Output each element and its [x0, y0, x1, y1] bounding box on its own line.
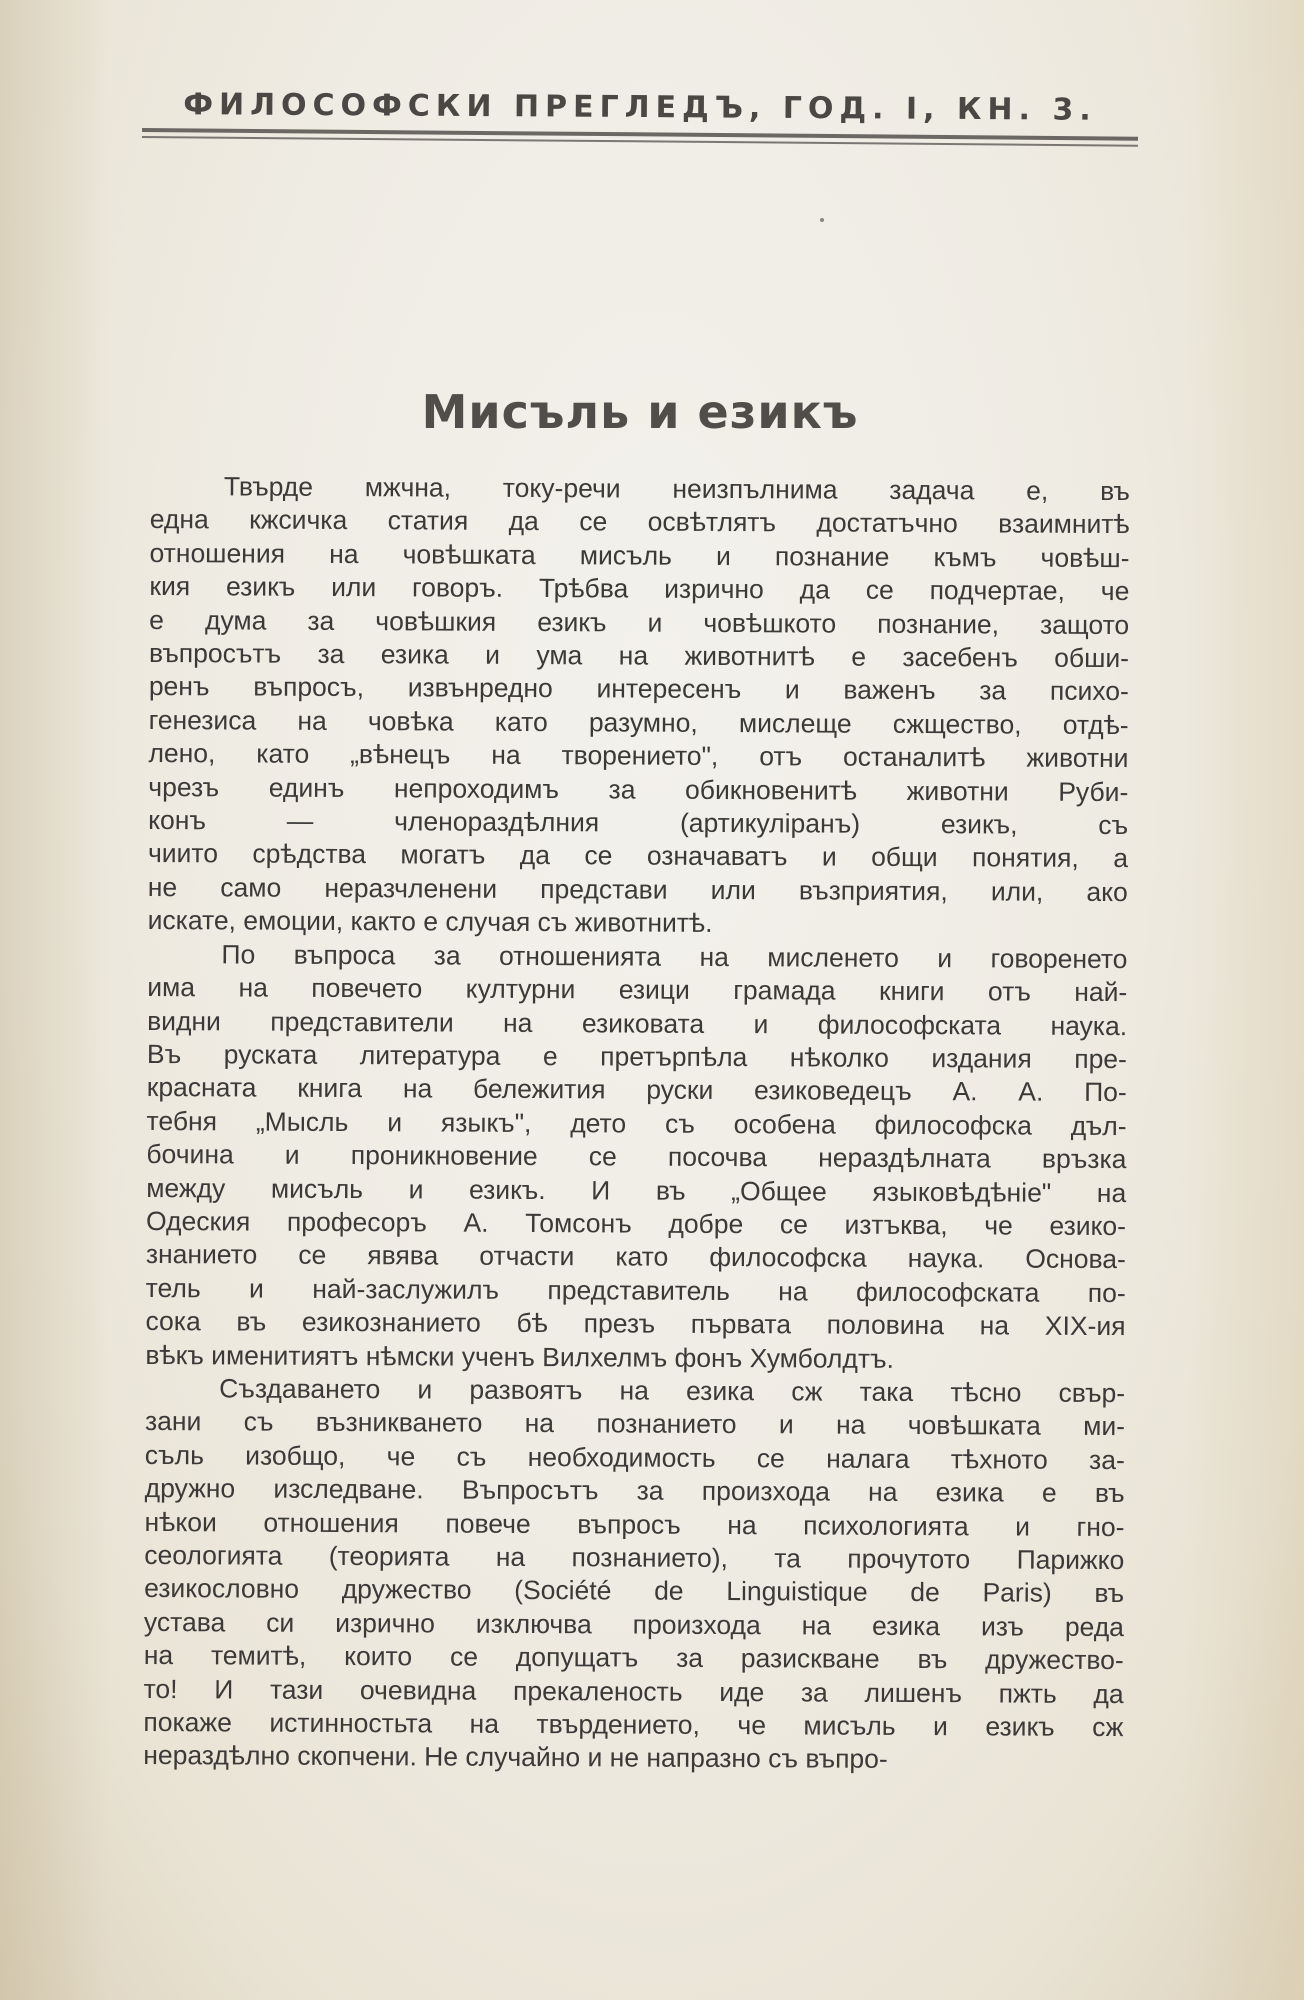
text-line: въпросътъ за езика и ума на животнитѣ е засебенъ обши-	[148, 638, 1130, 674]
text-line: кия езикъ или говоръ. Трѣбва изрично да се подчертае, че	[149, 571, 1130, 607]
text-line: лено, като „вѣнецъ на творението", отъ останалитѣ животни	[148, 738, 1129, 774]
text-line: на темитѣ, които се допущатъ за разискване въ дружество-	[143, 1640, 1124, 1676]
print-speck	[820, 218, 824, 222]
text-line: между мисъль и езикъ. И въ „Общее языковѣдѣніе" на	[146, 1172, 1127, 1208]
text-line: чрезъ единъ непроходимъ за обикновенитѣ животни Руби-	[148, 771, 1129, 807]
text-line: Създаването и развоятъ на езика сж така тѣсно свър-	[219, 1373, 1126, 1409]
text-line: нераздѣлно скопчени. Не случайно и не напразно съ въпро-	[143, 1740, 888, 1775]
text-line: езикословно дружество (Société de Linguistique de Paris) въ	[144, 1573, 1125, 1609]
text-line: генезиса на човѣка като разумно, мислеще сжщество, отдѣ-	[148, 704, 1129, 740]
paragraph	[143, 1372, 1125, 1778]
text-line: една кжсичка статия да се освѣтлятъ достатъчно взаимнитѣ	[149, 504, 1130, 540]
paragraph	[145, 938, 1127, 1377]
text-line: бочина и проникновение се посочва нераздѣлната връзка	[146, 1139, 1127, 1175]
text-line: не само неразчленени представи или възприятия, или, ако	[147, 871, 1128, 908]
text-line: красната книга на бележития руски езиковедецъ А. А. По-	[146, 1072, 1127, 1108]
text-line: По въпроса за отношенията на мисленето и говоренето	[221, 939, 1128, 974]
text-line: ренъ въпросъ, извънредно интересенъ и важенъ за психо-	[148, 671, 1129, 707]
text-line: съль изобщо, че съ необходимость се налага тѣхното за-	[144, 1439, 1125, 1475]
text-line: покаже истинностьта на твърдението, че мисъль и езикъ сж	[143, 1707, 1124, 1743]
text-line: видни представители на езиковата и философската наука.	[147, 1005, 1128, 1041]
text-line: искате, емоции, както е случая съ животнитѣ.	[147, 905, 713, 939]
text-line: има на повечето културни езици грамада книги отъ най-	[147, 972, 1128, 1008]
text-line: Одеския професоръ А. Томсонъ добре се изтъква, че езико-	[145, 1205, 1127, 1242]
text-line: конъ — членораздѣлния (артикуліранъ) езикъ, съ	[148, 805, 1129, 841]
text-line: сока въ езикознанието бѣ презъ първата половина на XIX-ия	[145, 1306, 1126, 1342]
text-line: тебня „Мысль и языкъ", дето съ особена философска дъл-	[146, 1105, 1127, 1141]
text-line: зани съ възникването на познанието и на човѣшката ми-	[144, 1406, 1126, 1442]
text-line: Твърде мжчна, току-речи неизпълнима задача е, въ	[223, 471, 1130, 507]
text-line: то! И тази очевидна прекаленость иде за лишенъ пжть да	[143, 1673, 1124, 1709]
text-line: отношения на човѣшката мисъль и познание къмъ човѣш-	[149, 537, 1130, 573]
text-line: чиито срѣдства могатъ да се означаватъ и общи понятия, а	[147, 838, 1129, 874]
text-line: е дума за човѣшкия езикъ и човѣшкото познание, защото	[149, 604, 1130, 640]
article-body	[143, 470, 1130, 1778]
text-line: нѣкои отношения повече въпросъ на психологията и гно-	[144, 1506, 1125, 1542]
text-line: Въ руската литература е претърпѣла нѣколко издания пре-	[146, 1038, 1128, 1075]
paragraph	[148, 470, 1130, 943]
article-title: Мисъль и езикъ	[421, 385, 859, 439]
text-line: устава си изрично изключва произхода на езика изъ реда	[143, 1606, 1125, 1642]
text-line: тель и най-заслужилъ представитель на философската по-	[145, 1272, 1126, 1308]
running-head: ФИЛОСОФСКИ ПРЕГЛЕДЪ, ГОД. I, КН. 3.	[183, 87, 1097, 128]
text-line: сеологията (теорията на познанието), та прочутото Парижко	[144, 1539, 1125, 1576]
text-line: дружно изследване. Въпросътъ за произхода на езика е въ	[144, 1473, 1125, 1509]
text-line: знанието се явява отчасти като философска наука. Основа-	[145, 1239, 1126, 1275]
text-line: вѣкъ именитиятъ нѣмски ученъ Вилхелмъ фонъ Хумболдтъ.	[145, 1339, 895, 1374]
header-double-rule	[142, 128, 1138, 149]
